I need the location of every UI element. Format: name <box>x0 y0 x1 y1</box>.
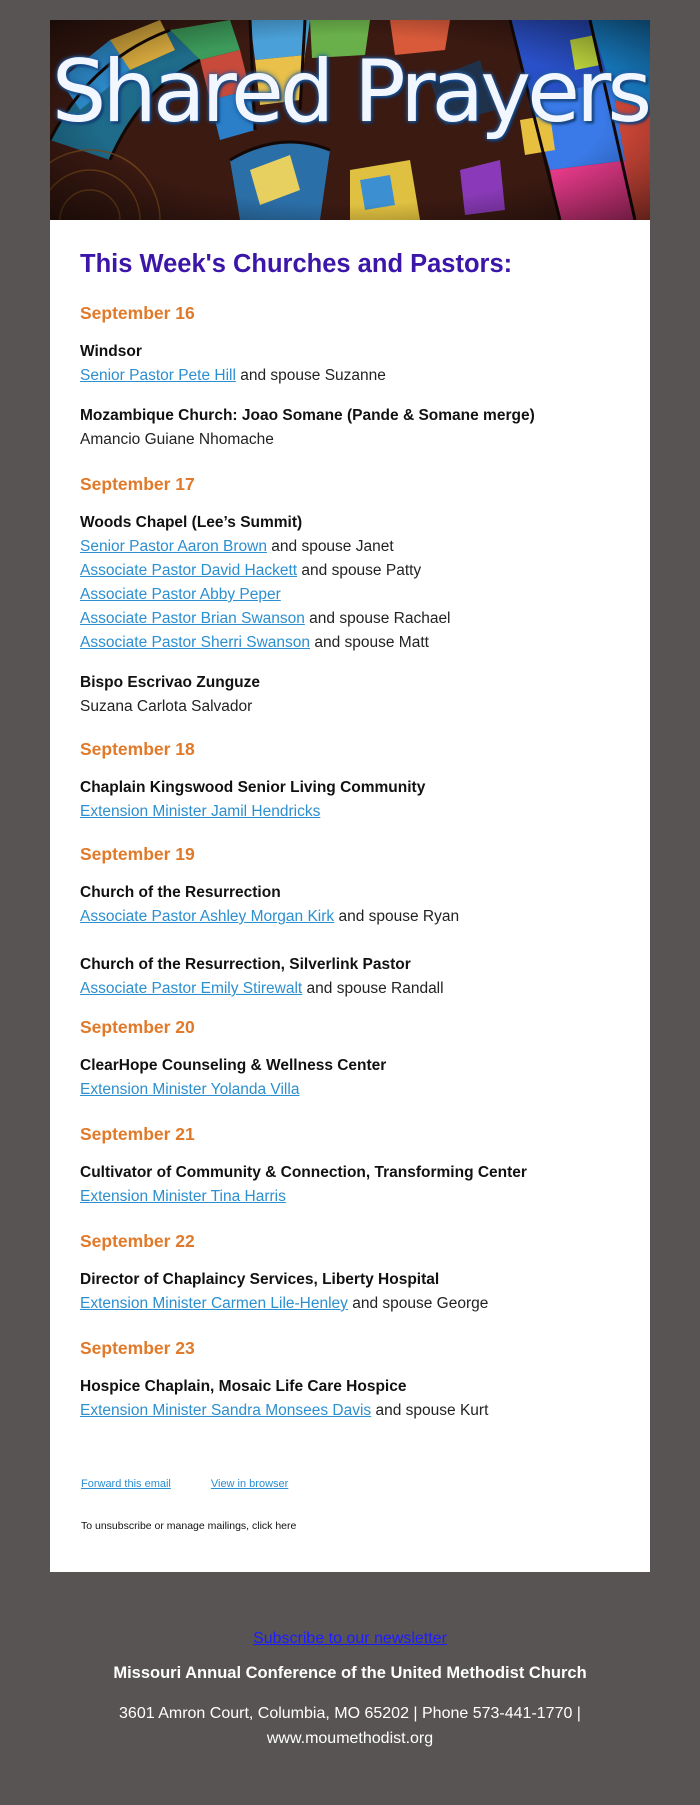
church-entry <box>80 1054 620 1102</box>
banner-title: Shared Prayers <box>51 42 649 142</box>
church-entry <box>80 671 620 719</box>
pastor-link[interactable]: Associate Pastor Sherri Swanson <box>80 634 311 651</box>
spouse-text: and spouse Kurt <box>371 1402 489 1419</box>
pastor-link[interactable]: Associate Pastor Brian Swanson <box>80 610 305 627</box>
pastor-link[interactable]: Associate Pastor David Hackett <box>80 562 298 579</box>
date-heading: September 17 <box>80 474 195 494</box>
pastor-line <box>80 1292 620 1316</box>
spouse-text: and spouse Patty <box>297 562 422 579</box>
church-entry <box>80 340 620 388</box>
unsubscribe-text[interactable]: To unsubscribe or manage mailings, click here <box>81 1520 297 1532</box>
pastor-link[interactable]: Senior Pastor Aaron Brown <box>80 538 267 555</box>
church-name: Windsor <box>80 343 142 360</box>
email-card <box>50 20 650 1572</box>
church-name: Chaplain Kingswood Senior Living Community <box>80 779 426 796</box>
church-entry <box>80 953 620 1001</box>
pastor-line <box>80 428 620 452</box>
pastor-link[interactable]: Extension Minister Jamil Hendricks <box>80 803 321 820</box>
view-in-browser-link[interactable]: View in browser <box>210 1478 289 1490</box>
outer-footer <box>0 1630 700 1751</box>
church-entry <box>80 511 620 655</box>
spouse-text: and spouse Randall <box>302 980 444 997</box>
date-heading: September 19 <box>80 844 195 864</box>
church-entry <box>80 1268 620 1316</box>
church-name: Church of the Resurrection <box>80 884 281 901</box>
pastor-line <box>80 535 620 559</box>
organization-name: Missouri Annual Conference of the United Methodist Church <box>113 1664 587 1682</box>
subscribe-link[interactable]: Subscribe to our newsletter <box>253 1630 447 1647</box>
pastor-line <box>80 583 620 607</box>
pastor-line <box>80 905 620 929</box>
pastor-line <box>80 1078 620 1102</box>
pastor-line <box>80 977 620 1001</box>
church-name: Hospice Chaplain, Mosaic Life Care Hospice <box>80 1378 407 1395</box>
church-entry <box>80 776 620 824</box>
pastor-name: Suzana Carlota Salvador <box>80 698 253 715</box>
spouse-text: and spouse Janet <box>266 538 394 555</box>
pastor-link[interactable]: Extension Minister Carmen Lile-Henley <box>80 1295 348 1312</box>
spouse-text: and spouse Matt <box>310 634 429 651</box>
prayer-schedule <box>80 303 620 1423</box>
church-entry <box>80 1375 620 1423</box>
pastor-link[interactable]: Extension Minister Tina Harris <box>80 1188 286 1205</box>
church-name: Bispo Escrivao Zunguze <box>80 674 261 691</box>
spouse-text: and spouse Rachael <box>304 610 451 627</box>
church-name: ClearHope Counseling & Wellness Center <box>80 1057 387 1074</box>
pastor-link[interactable]: Associate Pastor Ashley Morgan Kirk <box>80 908 335 925</box>
date-heading: September 22 <box>80 1231 195 1251</box>
church-entry <box>80 404 620 452</box>
pastor-link[interactable]: Extension Minister Sandra Monsees Davis <box>80 1402 372 1419</box>
date-heading: September 16 <box>80 303 195 323</box>
pastor-line <box>80 1399 620 1423</box>
date-heading: September 20 <box>80 1017 195 1037</box>
pastor-line <box>80 631 620 655</box>
main-content <box>50 220 650 1532</box>
organization-address: 3601 Amron Court, Columbia, MO 65202 | Phone 573-441-1770 | www.moumethodist.org <box>119 1705 581 1747</box>
church-name: Church of the Resurrection, Silverlink Pastor <box>80 956 411 973</box>
church-name: Cultivator of Community & Connection, Transforming Center <box>80 1164 527 1181</box>
pastor-line <box>80 607 620 631</box>
church-entry <box>80 881 620 929</box>
pastor-link[interactable]: Senior Pastor Pete Hill <box>80 367 236 384</box>
pastor-line <box>80 1185 620 1209</box>
spouse-text: and spouse George <box>347 1295 489 1312</box>
date-heading: September 18 <box>80 739 195 759</box>
pastor-link[interactable]: Associate Pastor Abby Peper <box>80 586 281 603</box>
pastor-line <box>80 364 620 388</box>
pastor-line <box>80 800 620 824</box>
banner-image <box>50 20 650 220</box>
pastor-link[interactable]: Extension Minister Yolanda Villa <box>80 1081 300 1098</box>
spouse-text: and spouse Ryan <box>334 908 460 925</box>
page-title: This Week's Churches and Pastors: <box>80 250 513 278</box>
pastor-line <box>80 695 620 719</box>
church-name: Director of Chaplaincy Services, Liberty Hospital <box>80 1271 440 1288</box>
pastor-name: Amancio Guiane Nhomache <box>80 431 274 448</box>
date-heading: September 21 <box>80 1124 195 1144</box>
pastor-line <box>80 559 620 583</box>
spouse-text: and spouse Suzanne <box>235 367 386 384</box>
church-name: Mozambique Church: Joao Somane (Pande & Somane merge) <box>80 407 535 424</box>
church-entry <box>80 1161 620 1209</box>
forward-email-link[interactable]: Forward this email <box>81 1478 171 1490</box>
date-heading: September 23 <box>80 1338 195 1358</box>
email-footer-links <box>80 1478 620 1490</box>
pastor-link[interactable]: Associate Pastor Emily Stirewalt <box>80 980 303 997</box>
church-name: Woods Chapel (Lee’s Summit) <box>80 514 303 531</box>
